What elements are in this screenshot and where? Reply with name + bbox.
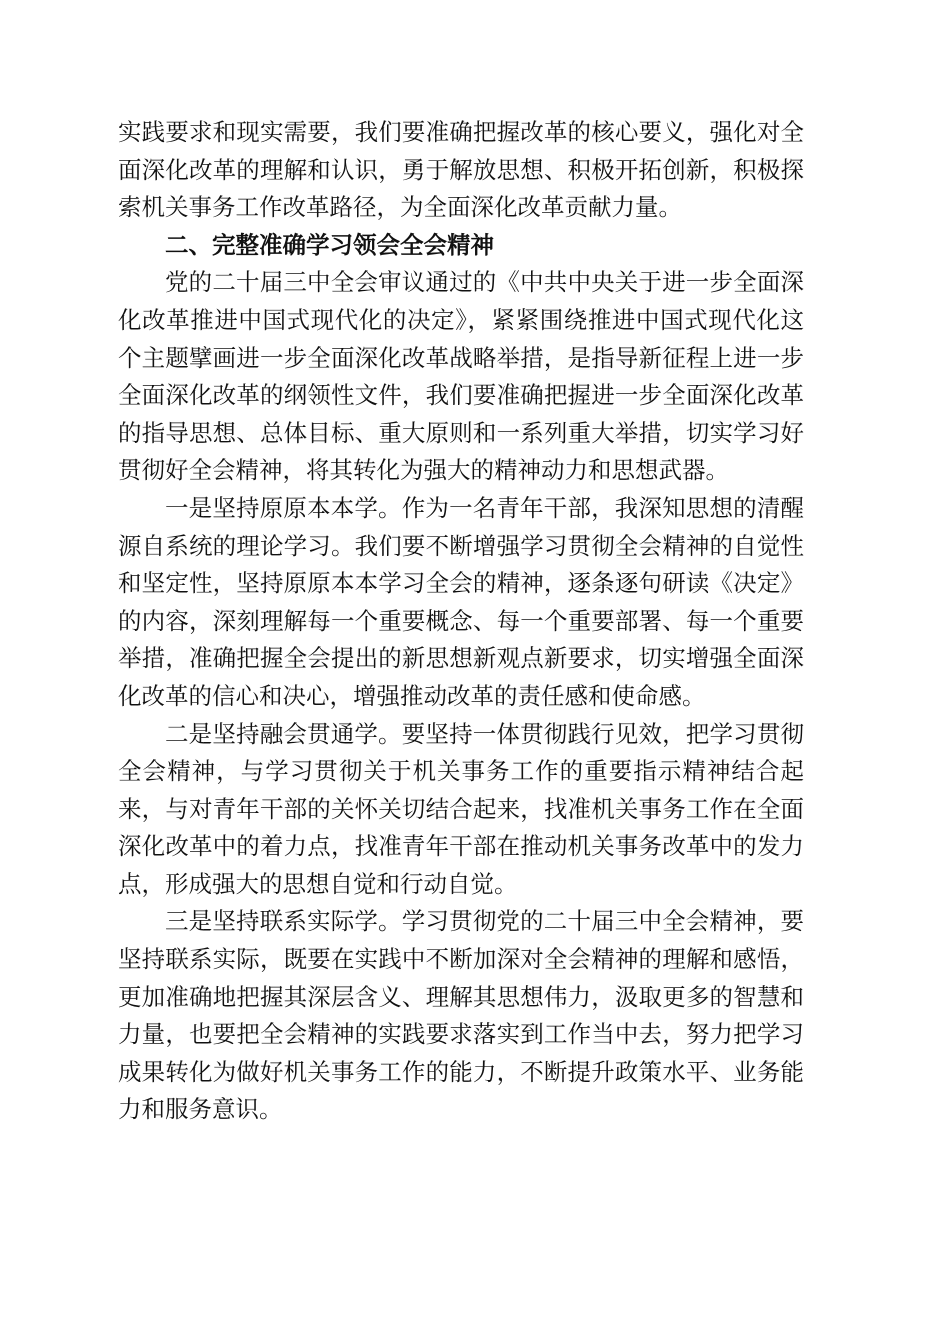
paragraph-continuation: 实践要求和现实需要，我们要准确把握改革的核心要义，强化对全面深化改革的理解和认识，勇于解放思想、积极开拓创新，积极探索机关事务工作改革路径，为全面深化改革贡献力量。	[118, 118, 804, 222]
paragraph-decision-overview: 党的二十届三中全会审议通过的《中共中央关于进一步全面深化改革推进中国式现代化的决定》，紧紧围绕推进中国式现代化这个主题擘画进一步全面深化改革战略举措，是指导新征程上进一步全面深化改革的纲领性文件，我们要准确把握进一步全面深化改革的指导思想、总体目标、重大原则和一系列重大举措，切实学习好贯彻好全会精神，将其转化为强大的精神动力和思想武器。	[118, 268, 804, 485]
paragraph-point-two: 二是坚持融会贯通学。要坚持一体贯彻践行见效，把学习贯彻全会精神，与学习贯彻关于机关事务工作的重要指示精神结合起来，与对青年干部的关怀关切结合起来，找准机关事务工作在全面深化改革中的着力点，找准青年干部在推动机关事务改革中的发力点，形成强大的思想自觉和行动自觉。	[118, 719, 804, 898]
paragraph-point-three: 三是坚持联系实际学。学习贯彻党的二十届三中全会精神，要坚持联系实际，既要在实践中不断加深对全会精神的理解和感悟，更加准确地把握其深层含义、理解其思想伟力，汲取更多的智慧和力量，也要把全会精神的实践要求落实到工作当中去，努力把学习成果转化为做好机关事务工作的能力，不断提升政策水平、业务能力和服务意识。	[118, 907, 804, 1124]
section-heading: 二、完整准确学习领会全会精神	[165, 230, 494, 259]
paragraph-point-one: 一是坚持原原本本学。作为一名青年干部，我深知思想的清醒源自系统的理论学习。我们要不断增强学习贯彻全会精神的自觉性和坚定性，坚持原原本本学习全会的精神，逐条逐句研读《决定》的内容，深刻理解每一个重要概念、每一个重要部署、每一个重要举措，准确把握全会提出的新思想新观点新要求，切实增强全面深化改革的信心和决心，增强推动改革的责任感和使命感。	[118, 493, 804, 710]
document-page	[118, 114, 804, 1129]
